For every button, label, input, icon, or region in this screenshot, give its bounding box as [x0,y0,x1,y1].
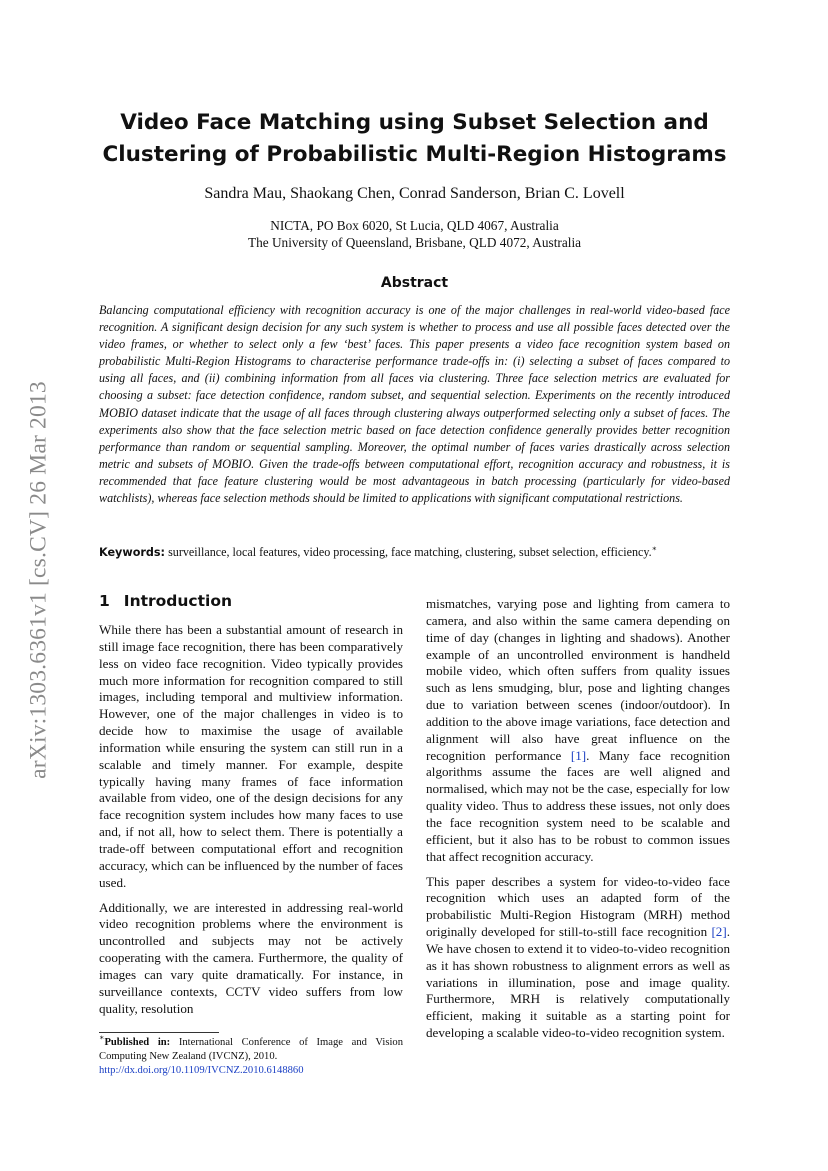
footnote [99,1033,403,1079]
intro-paragraph-4 [426,874,730,1042]
section-title: Introduction [123,592,233,610]
affiliations [99,217,730,251]
doi-link[interactable]: http://dx.doi.org/10.1109/IVCNZ.2010.6148860 [99,1065,304,1077]
intro-paragraph-1: While there has been a substantial amount of research in still image face recognition, there has been comparatively less on video face recognition. Video typically provides much more information for recognition compared to still images, including temporal and multiview information. However, one of the major challenges in video is to decide how to maximise the usage of available information while ensuring the system can still run in a scalable and timely manner. For example, despite typically having many frames of face information available from video, one of the design decisions for any face recognition system includes how many faces to use and, if not all, how to select them. There is potentially a trade-off between computational effort and recognition accuracy, which can be influenced by the number of faces used. [99,622,403,890]
paragraph-text: mismatches, varying pose and lighting from camera to camera, and also within the same camera depending on time of day (changes in lighting and shadows). Another example of an uncontrolled environment is handheld mobile video, which often suffers from quality issues such as lens smudging, blur, pose and lighting changes due to variation between scenes (indoor/outdoor). In addition to the above image variations, face detection and alignment will also have great influence on the recognition performance [426,596,730,763]
footnote-label: Published in: [104,1037,171,1048]
footnote-marker: ∗ [99,1033,105,1042]
title-line-1: Video Face Matching using Subset Selection and [120,110,709,135]
section-heading-introduction [99,591,232,611]
footnote-text: International Conference of Image and Vision Computing New Zealand (IVCNZ), 2010. [99,1037,403,1063]
keywords-text: surveillance, local features, video processing, face matching, clustering, subset selection, efficiency. [168,545,652,559]
abstract-heading: Abstract [380,275,449,291]
citation-link-2[interactable]: [2] [711,924,727,940]
abstract-body: Balancing computational efficiency with recognition accuracy is one of the major challenges in real-world video-based face recognition. A significant design decision for any such system is whether to process and use all possible faces detected over the video frames, or whether to select only a few ‘best’ faces. This paper presents a video face recognition system based on probabilistic Multi-Region Histograms to characterise performance trade-offs in: (i) selecting a subset of faces compared to using all faces, and (ii) combining information from all faces via clustering. Three face selection metrics are evaluated for choosing a subset: face detection confidence, random subset, and sequential selection. Experiments on the recently introduced MOBIO dataset indicate that the usage of all faces through clustering always outperformed selecting only a subset of faces. The experiments also show that the face selection metric based on face detection confidence generally provides better recognition performance than random or sequential sampling. Moreover, the optimal number of faces varies drastically across selection metric and subsets of MOBIO. Given the trade-offs between computational effort, recognition accuracy and robustness, it is recommended that face feature clustering would be most advantageous in batch processing (particularly for video-based watchlists), whereas face selection methods should be limited to applications with significant computational restrictions. [99,303,730,506]
footnote-marker[interactable]: ∗ [651,544,658,553]
citation-link-1[interactable]: [1] [570,747,587,763]
keywords-label: Keywords: [99,546,166,559]
paragraph-text: This paper describes a system for video-to-video face recognition which uses an adapted form of the probabilistic Multi-Region Histogram (MRH) method originally developed for still-to-still face recognition [426,873,730,940]
footnote-divider [99,1032,219,1033]
intro-paragraph-2: Additionally, we are interested in addressing real-world video recognition problems where the environment is uncontrolled and subjects may not be actively cooperating with the camera. Furthermore, the quality of images can vary quite dramatically. For instance, in surveillance contexts, CCTV video suffers from low quality, resolution [99,899,403,1016]
keywords-line [99,544,730,561]
author-list: Sandra Mau, Shaokang Chen, Conrad Sanderson, Brian C. Lovell [204,185,625,202]
paragraph-text: . Many face recognition algorithms assume the faces are well aligned and normalised, which may not be the case, especially for low quality video. Thus to address these issues, not only does the face recognition system need to be scalable and efficient, but it also has to be robust to common issues that affect recognition accuracy. [426,747,730,864]
arxiv-identifier: arXiv:1303.6361v1 [cs.CV] 26 Mar 2013 [25,381,52,779]
affiliation-line-1: NICTA, PO Box 6020, St Lucia, QLD 4067, Australia [270,218,559,233]
intro-paragraph-3 [426,596,730,866]
paragraph-text: . We have chosen to extend it to video-to-video recognition as it has shown robustness to alignment errors as well as variations in illumination, pose and image quality. Furthermore, MRH is relatively computationally efficient, making it suitable as a starting point for developing a scalable video-to-video recognition system. [426,924,730,1041]
left-column [99,622,403,1025]
section-number: 1 [99,592,110,610]
affiliation-line-2: The University of Queensland, Brisbane, QLD 4072, Australia [247,235,582,250]
title-line-2: Clustering of Probabilistic Multi-Region Histograms [102,142,727,167]
right-column [426,596,730,1050]
paper-title [99,107,730,171]
